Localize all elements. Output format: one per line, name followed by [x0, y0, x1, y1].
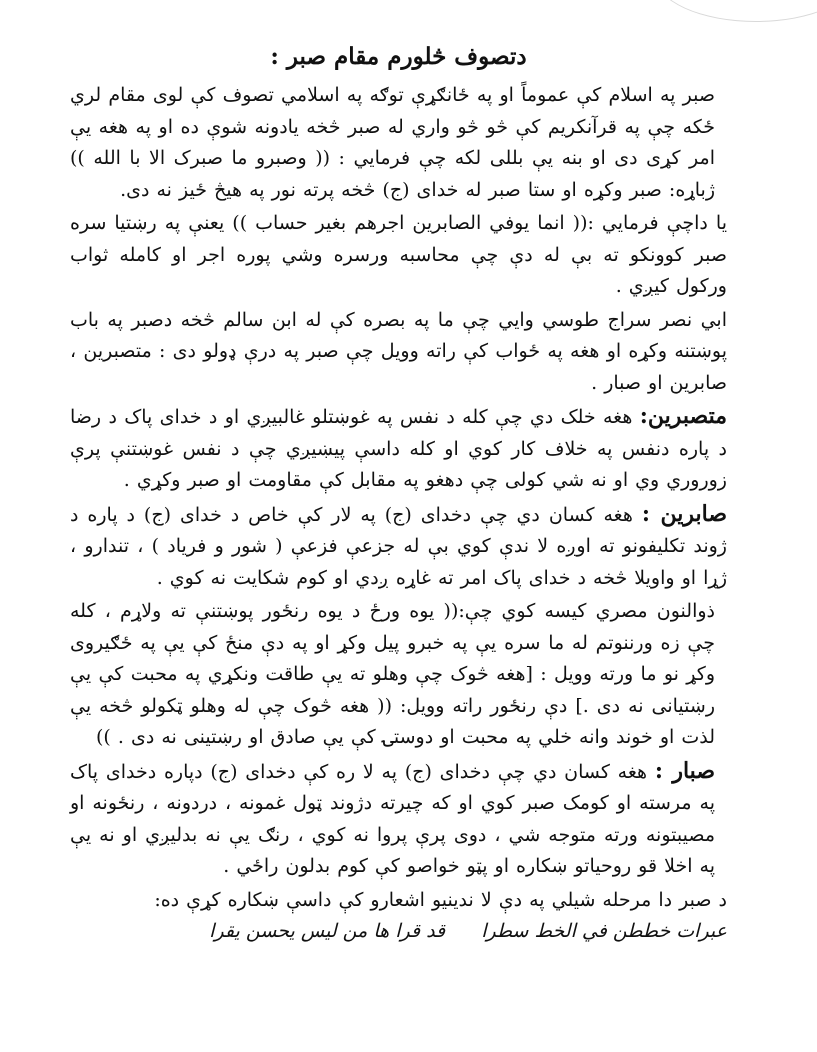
definition-sabbar: هغه کسان دي چې دخدای (ج) په لا ره کې دخدای (ج) دپاره دخدای پاک په مرسته او کومک صبر کوي او که چیرته دژوند ټول غمونه ، دردونه ، رنځونه او مصیبتونه ورته متوجه شي ، دوی پرې پروا نه کوي ، رنګ یې نه بدلیږي او نه یې په اخلا قو روحیاتو ښکاره او پټو خواصو کې کوم بدلون راځي .: [70, 760, 715, 877]
term-sabbar: صبار :: [654, 757, 716, 784]
verse-hemistich-2: قد قرا ها من لیس یحسن یقرا: [209, 920, 446, 942]
corner-decoration: [655, 0, 817, 22]
definition-sabirin: هغه کسان دي چې دخدای (ج) په لار کې خاص د خدای (ج) د پاره د ژوند تکلیفونو ته اوږه لا ندې کوي بې له جزعې فزعې ( شور و فریاد ) ، تندارو ، ژړا او واویلا څخه د خدای پاک امر ته غاړه ږدي او کوم شکایت نه کوي .: [70, 503, 727, 589]
paragraph-verse-quote: یا داچې فرمایي :(( انما یوفي الصابرین اجرهم بغیر حساب )) یعنې په رښتیا سره صبر کوونکو ته بې له دې چې محاسبه ورسره وشي پوره اجر او کامله ثواب ورکول کیږي .: [70, 212, 727, 297]
term-mutasabbirin: متصبرین:: [639, 403, 727, 429]
paragraph-dhul-nun: ذوالنون مصري کیسه کوي چې:(( یوه ورځ د یوه رنځور پوښتنې ته ولاړم ، کله چې زه ورننوتم له ما سره یې په خبرو پیل وکړ او په دې منځ کې یې په ځګیروی وکړ نو ما ورته وویل : [هغه څوک چې وهلو ته یې طاقت ونکړي په محبت کې یې رښتیانی نه دی .] دې رنځور راته وویل: (( هغه څوک چې له وهلو ټکولو څخه یې لذت او خوند وانه خلي په محبت او دوستۍ کې یې صادق او رښتینی نه دی . )): [70, 600, 715, 748]
paragraph-abi-nasr: ابي نصر سراج طوسي وایي چې ما په بصره کې له ابن سالم څخه دصبر په باب پوښتنه وکړه او هغه په ځواب کې راته وویل چې صبر په درې ډولو دی : متصبرین ، صابرین او صبار .: [70, 308, 727, 394]
poem-verse: [70, 920, 727, 942]
definition-mutasabbirin: هغه خلک دي چې کله د نفس په غوښتلو غالبیږي او د خدای پاک د رضا د پاره دنفس په خلاف کار کوي او کله داسې پیښیږي چې د نفس غوښتنې پرې زوروري وي او نه شي کولی چې دهغو په مقابل کې مقاومت او صبر وکړي .: [70, 406, 727, 491]
paragraph-intro: صبر په اسلام کې عموماً او په ځانګړې توګه په اسلامي تصوف کې لوی مقام لري ځکه چې په قرآنکریم کې څو څو واري له صبر څخه یادونه شوې ده او په هغه یې امر کړی دی او بنه یې بللی لکه چې فرمایي : (( وصبرو ما صبرک الا با الله )) ژباړه: صبر وکړه او ستا صبر له خدای (ج) څخه پرته نور په هیڅ ځیز نه دی.: [70, 84, 715, 201]
paragraph-sabirin: [70, 499, 727, 595]
term-sabirin: صابرین :: [641, 500, 728, 527]
paragraph-mutasabbirin: [70, 401, 727, 497]
document-body: [70, 40, 727, 942]
verse-hemistich-1: عبرات خططن في الخط سطرا: [481, 920, 727, 942]
page-title: دتصوف څلورم مقام صبر :: [270, 43, 527, 70]
paragraph-sabbar: [70, 756, 727, 883]
paragraph-shibli-intro: د صبر دا مرحله شیلي په دې لا ندینیو اشعارو کې داسې ښکاره کړې ده:: [154, 888, 727, 911]
